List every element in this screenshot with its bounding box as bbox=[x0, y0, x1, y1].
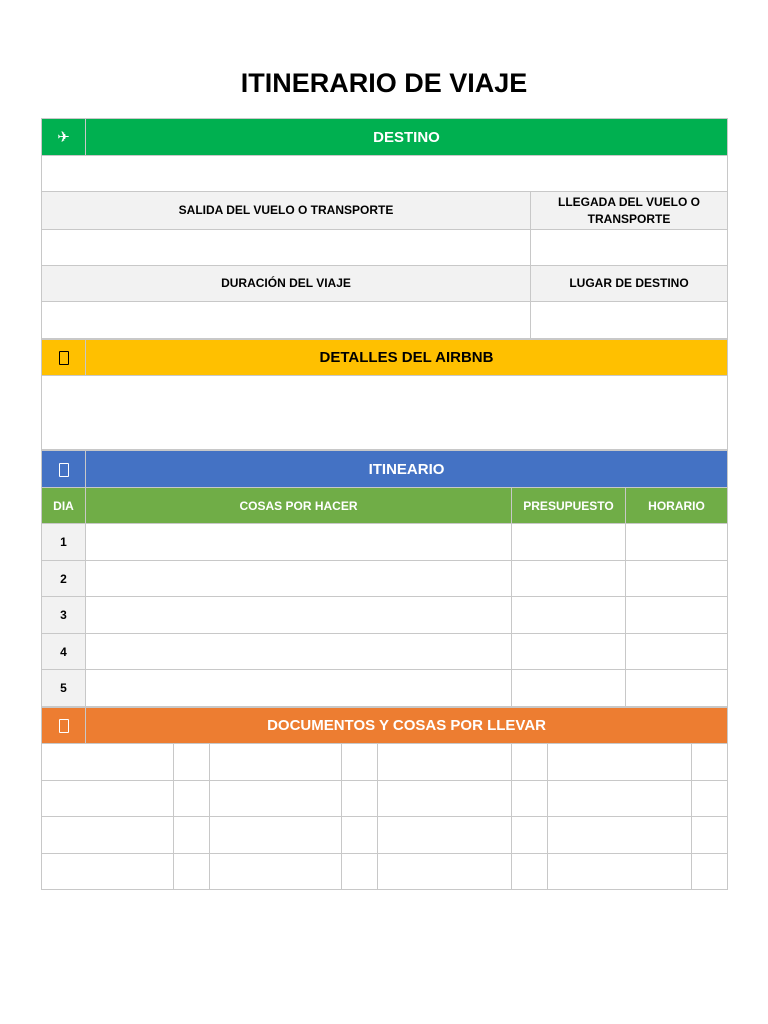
house-icon bbox=[42, 340, 86, 376]
check-cell[interactable] bbox=[692, 817, 728, 854]
check-cell[interactable] bbox=[174, 781, 210, 817]
cosas-cell[interactable] bbox=[86, 670, 512, 707]
item-cell[interactable] bbox=[210, 854, 342, 890]
item-cell[interactable] bbox=[42, 817, 174, 854]
col-presupuesto: PRESUPUESTO bbox=[512, 488, 626, 524]
check-cell[interactable] bbox=[174, 744, 210, 781]
table-row bbox=[42, 597, 728, 634]
item-cell[interactable] bbox=[548, 744, 692, 781]
item-cell[interactable] bbox=[548, 817, 692, 854]
calendar-icon bbox=[42, 451, 86, 488]
documentos-header: DOCUMENTOS Y COSAS POR LLEVAR bbox=[86, 708, 728, 744]
destino-header: DESTINO bbox=[86, 119, 728, 156]
destino-field[interactable] bbox=[42, 156, 728, 192]
item-cell[interactable] bbox=[378, 781, 512, 817]
llegada-field[interactable] bbox=[531, 230, 728, 266]
check-cell[interactable] bbox=[342, 744, 378, 781]
check-cell[interactable] bbox=[174, 817, 210, 854]
col-horario: HORARIO bbox=[626, 488, 728, 524]
lugar-field[interactable] bbox=[531, 302, 728, 339]
check-cell[interactable] bbox=[512, 854, 548, 890]
destino-table bbox=[41, 118, 728, 339]
airbnb-details-field[interactable] bbox=[42, 376, 728, 450]
presupuesto-cell[interactable] bbox=[512, 561, 626, 597]
presupuesto-cell[interactable] bbox=[512, 524, 626, 561]
item-cell[interactable] bbox=[42, 854, 174, 890]
airbnb-table bbox=[41, 339, 728, 450]
table-row bbox=[42, 670, 728, 707]
check-cell[interactable] bbox=[342, 817, 378, 854]
cosas-cell[interactable] bbox=[86, 597, 512, 634]
table-row bbox=[42, 634, 728, 670]
table-row bbox=[42, 854, 728, 890]
table-row bbox=[42, 781, 728, 817]
horario-cell[interactable] bbox=[626, 524, 728, 561]
table-row bbox=[42, 561, 728, 597]
day-number: 4 bbox=[42, 634, 86, 670]
item-cell[interactable] bbox=[378, 817, 512, 854]
presupuesto-cell[interactable] bbox=[512, 634, 626, 670]
check-cell[interactable] bbox=[692, 854, 728, 890]
item-cell[interactable] bbox=[210, 744, 342, 781]
salida-label: SALIDA DEL VUELO O TRANSPORTE bbox=[42, 192, 531, 230]
table-row bbox=[42, 524, 728, 561]
lugar-label: LUGAR DE DESTINO bbox=[531, 266, 728, 302]
item-cell[interactable] bbox=[378, 854, 512, 890]
check-cell[interactable] bbox=[512, 781, 548, 817]
duracion-field[interactable] bbox=[42, 302, 531, 339]
llegada-label: LLEGADA DEL VUELO O TRANSPORTE bbox=[531, 192, 728, 230]
day-number: 2 bbox=[42, 561, 86, 597]
check-cell[interactable] bbox=[692, 744, 728, 781]
day-number: 1 bbox=[42, 524, 86, 561]
horario-cell[interactable] bbox=[626, 561, 728, 597]
day-number: 3 bbox=[42, 597, 86, 634]
horario-cell[interactable] bbox=[626, 670, 728, 707]
documentos-table bbox=[41, 707, 728, 890]
item-cell[interactable] bbox=[210, 781, 342, 817]
itinerario-header: ITINEARIO bbox=[86, 451, 728, 488]
horario-cell[interactable] bbox=[626, 597, 728, 634]
day-number: 5 bbox=[42, 670, 86, 707]
check-cell[interactable] bbox=[342, 854, 378, 890]
presupuesto-cell[interactable] bbox=[512, 670, 626, 707]
check-cell[interactable] bbox=[342, 781, 378, 817]
table-row bbox=[42, 744, 728, 781]
check-cell[interactable] bbox=[174, 854, 210, 890]
salida-field[interactable] bbox=[42, 230, 531, 266]
duracion-label: DURACIÓN DEL VIAJE bbox=[42, 266, 531, 302]
item-cell[interactable] bbox=[548, 781, 692, 817]
airplane-icon: ✈ bbox=[42, 119, 86, 156]
presupuesto-cell[interactable] bbox=[512, 597, 626, 634]
cosas-cell[interactable] bbox=[86, 634, 512, 670]
airbnb-header: DETALLES DEL AIRBNB bbox=[86, 340, 728, 376]
check-cell[interactable] bbox=[512, 817, 548, 854]
item-cell[interactable] bbox=[378, 744, 512, 781]
check-cell[interactable] bbox=[512, 744, 548, 781]
item-cell[interactable] bbox=[42, 744, 174, 781]
table-row bbox=[42, 817, 728, 854]
itinerary-sheet bbox=[41, 118, 727, 890]
horario-cell[interactable] bbox=[626, 634, 728, 670]
col-cosas-por-hacer: COSAS POR HACER bbox=[86, 488, 512, 524]
item-cell[interactable] bbox=[210, 817, 342, 854]
page-title: ITINERARIO DE VIAJE bbox=[240, 68, 528, 98]
cosas-cell[interactable] bbox=[86, 561, 512, 597]
item-cell[interactable] bbox=[548, 854, 692, 890]
briefcase-icon bbox=[42, 708, 86, 744]
check-cell[interactable] bbox=[692, 781, 728, 817]
col-dia: DIA bbox=[42, 488, 86, 524]
item-cell[interactable] bbox=[42, 781, 174, 817]
cosas-cell[interactable] bbox=[86, 524, 512, 561]
itinerario-table bbox=[41, 450, 728, 707]
